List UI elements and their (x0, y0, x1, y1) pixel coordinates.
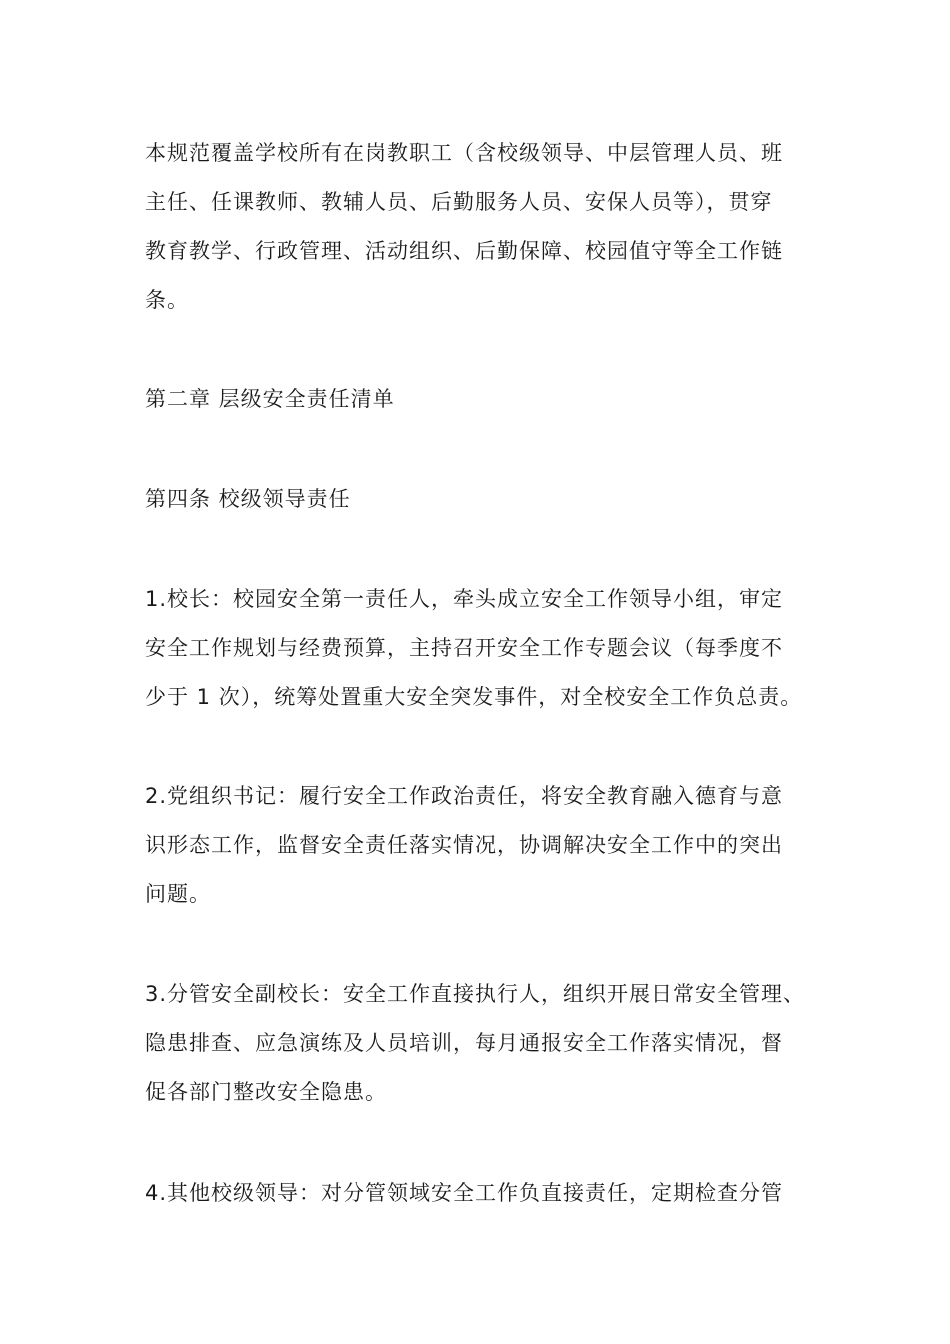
item-2-line-2: 识形态工作，监督安全责任落实情况，协调解决安全工作中的突出 (145, 833, 783, 857)
item-2-line-1: 2.党组织书记：履行安全工作政治责任，将安全教育融入德育与意 (145, 784, 784, 808)
scope-line-3: 教育教学、行政管理、活动组织、后勤保障、校园值守等全工作链 (145, 239, 783, 263)
item-3-line-1: 3.分管安全副校长：安全工作直接执行人，组织开展日常安全管理、 (145, 982, 806, 1006)
scope-line-1: 本规范覆盖学校所有在岗教职工（含校级领导、中层管理人员、班 (145, 141, 783, 165)
item-3-line-2: 隐患排查、应急演练及人员培训，每月通报安全工作落实情况，督 (145, 1031, 783, 1055)
item-1-line-3: 少于 1 次），统筹处置重大安全突发事件，对全校安全工作负总责。 (145, 685, 803, 709)
scope-line-2: 主任、任课教师、教辅人员、后勤服务人员、安保人员等），贯穿 (145, 190, 773, 214)
item-2-line-3: 问题。 (145, 882, 211, 906)
item-1-line-2: 安全工作规划与经费预算，主持召开安全工作专题会议（每季度不 (145, 636, 783, 660)
item-3-line-3: 促各部门整改安全隐患。 (145, 1080, 387, 1104)
item-1-line-1: 1.校长：校园安全第一责任人，牵头成立安全工作领导小组，审定 (145, 587, 784, 611)
scope-line-4: 条。 (145, 288, 189, 312)
chapter-heading: 第二章 层级安全责任清单 (145, 387, 395, 411)
article-heading: 第四条 校级领导责任 (145, 487, 351, 511)
item-4-line-1: 4.其他校级领导：对分管领域安全工作负直接责任，定期检查分管 (145, 1181, 784, 1205)
